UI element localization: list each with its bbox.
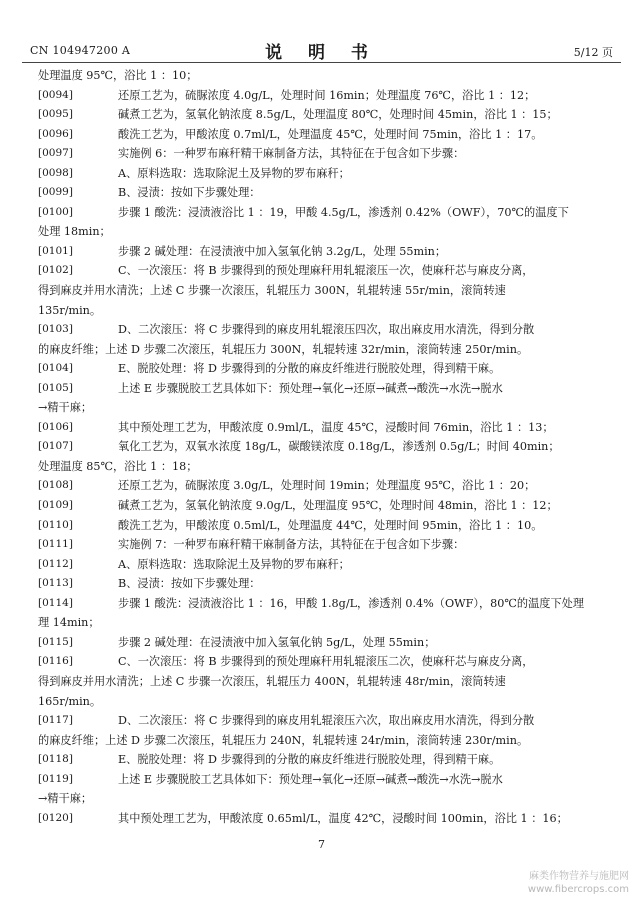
paragraph-number: [0095] xyxy=(38,108,73,121)
page-number: 7 xyxy=(318,838,325,851)
paragraph-text: 碱煮工艺为，氢氧化钠浓度 9.0g/L，处理温度 95℃，处理时间 48min，浴比 1 ：12； xyxy=(118,499,558,513)
paragraph-number: [0098] xyxy=(38,166,73,179)
paragraph-text: E、脱胶处理：将 D 步骤得到的分散的麻皮纤维进行脱胶处理，得到精干麻。 xyxy=(118,753,501,767)
paragraph-text: 还原工艺为，硫脲浓度 3.0g/L，处理时间 19min；处理温度 95℃，浴比 1 ：20； xyxy=(118,479,536,493)
paragraph-number: [0111] xyxy=(38,538,73,551)
paragraph-text: 酸洗工艺为，甲酸浓度 0.5ml/L，处理温度 44℃，处理时间 95min，浴比 1 ：10。 xyxy=(118,518,543,532)
paragraph-text: D、二次滚压：将 C 步骤得到的麻皮用轧辊滚压四次，取出麻皮用水清洗，得到分散 xyxy=(118,323,535,337)
paragraph xyxy=(38,516,615,536)
paragraph xyxy=(38,476,615,496)
paragraph-text: 步骤 1 酸洗：浸渍液浴比 1 ：16，甲酸 1.8g/L，渗透剂 0.4%（OWF），80℃的温度下处理 xyxy=(118,596,585,610)
paragraph xyxy=(38,359,615,379)
paragraph-text: 碱煮工艺为，氢氧化钠浓度 8.5g/L，处理温度 80℃，处理时间 45min，浴比 1 ：15； xyxy=(118,108,558,122)
paragraph xyxy=(38,261,615,320)
paragraph xyxy=(38,242,615,262)
paragraph-text: B、浸渍：按如下步骤处理： xyxy=(118,577,261,591)
paragraph-number: [0110] xyxy=(38,518,73,531)
paragraph-number: [0113] xyxy=(38,577,73,590)
paragraph xyxy=(38,86,615,106)
paragraph-continuation: 得到麻皮并用水清洗；上述 C 步骤一次滚压，轧辊压力 400N，轧辊转速 48r/min，滚筒转速 xyxy=(38,674,506,688)
paragraph-number: [0117] xyxy=(38,714,73,727)
paragraph-text: D、二次滚压：将 C 步骤得到的麻皮用轧辊滚压六次，取出麻皮用水清洗，得到分散 xyxy=(118,714,535,728)
paragraph xyxy=(38,535,615,555)
paragraph-text: 处理温度 95℃，浴比 1 ：10； xyxy=(38,69,198,82)
lead-line xyxy=(38,66,615,86)
paragraph xyxy=(38,574,615,594)
patent-number: CN 104947200 A xyxy=(30,44,131,57)
paragraph xyxy=(38,183,615,203)
paragraph xyxy=(38,379,615,418)
paragraph xyxy=(38,633,615,653)
paragraph-number: [0108] xyxy=(38,479,73,492)
paragraph-continuation: →精干麻； xyxy=(38,401,93,415)
page-indicator: 5/12 页 xyxy=(573,46,613,59)
paragraph-text: C、一次滚压：将 B 步骤得到的预处理麻秆用轧辊滚压二次，使麻秆芯与麻皮分离， xyxy=(118,655,534,669)
paragraph-number: [0107] xyxy=(38,440,73,453)
paragraph-text: 实施例 6：一种罗布麻秆精干麻制备方法，其特征在于包含如下步骤： xyxy=(118,147,465,161)
paragraph-text: 氧化工艺为，双氧水浓度 18g/L，碳酸镁浓度 0.18g/L，渗透剂 0.5g/L；时间 40min； xyxy=(118,440,560,454)
paragraph xyxy=(38,496,615,516)
paragraph xyxy=(38,437,615,476)
paragraph-text: C、一次滚压：将 B 步骤得到的预处理麻秆用轧辊滚压一次，使麻秆芯与麻皮分离， xyxy=(118,264,534,278)
paragraph xyxy=(38,418,615,438)
paragraph-number: [0116] xyxy=(38,655,73,668)
paragraph-text: B、浸渍：按如下步骤处理： xyxy=(118,186,261,200)
watermark-url: www.fibercrops.com xyxy=(527,884,629,895)
paragraph-number: [0109] xyxy=(38,499,73,512)
paragraph-continuation: →精干麻； xyxy=(38,792,93,806)
paragraph-text: A、原料选取：选取除泥土及异物的罗布麻秆； xyxy=(118,557,350,571)
paragraph-number: [0104] xyxy=(38,362,73,375)
paragraph xyxy=(38,105,615,125)
paragraph-number: [0103] xyxy=(38,323,73,336)
paragraph-continuation: 165r/min。 xyxy=(38,694,102,708)
paragraph-text: 上述 E 步骤脱胶工艺具体如下：预处理→氧化→还原→碱煮→酸洗→水洗→脱水 xyxy=(118,772,503,786)
paragraph-text: 步骤 2 碱处理：在浸渍液中加入氢氧化钠 5g/L，处理 55min； xyxy=(118,635,436,649)
paragraph-number: [0118] xyxy=(38,753,73,766)
paragraph xyxy=(38,125,615,145)
paragraph-number: [0112] xyxy=(38,557,73,570)
paragraph-text: 其中预处理工艺为，甲酸浓度 0.65ml/L，温度 42℃，浸酸时间 100min，浴比 1 ：16； xyxy=(118,811,568,825)
paragraph xyxy=(38,594,615,633)
paragraph xyxy=(38,555,615,575)
paragraph-text: 其中预处理工艺为，甲酸浓度 0.9ml/L，温度 45℃，浸酸时间 76min，浴比 1 ：13； xyxy=(118,420,554,434)
paragraph-number: [0119] xyxy=(38,772,73,785)
paragraph-number: [0115] xyxy=(38,635,73,648)
paragraph-continuation: 的麻皮纤维；上述 D 步骤二次滚压，轧辊压力 240N，轧辊转速 24r/min，滚筒转速 230r/min。 xyxy=(38,733,529,747)
paragraph-continuation: 处理 18min； xyxy=(38,225,111,239)
paragraph-number: [0120] xyxy=(38,811,73,824)
paragraph-text: 步骤 1 酸洗：浸渍液浴比 1 ：19，甲酸 4.5g/L，渗透剂 0.42%（OWF），70℃的温度下 xyxy=(118,205,569,219)
paragraph xyxy=(38,320,615,359)
paragraph-number: [0094] xyxy=(38,88,73,101)
paragraph-number: [0106] xyxy=(38,420,73,433)
paragraph-number: [0114] xyxy=(38,596,73,609)
paragraph-continuation: 135r/min。 xyxy=(38,303,102,317)
site-watermark xyxy=(528,870,629,896)
paragraph-text: A、原料选取：选取除泥土及异物的罗布麻秆； xyxy=(118,166,350,180)
paragraph xyxy=(38,652,615,711)
page-header xyxy=(22,38,621,63)
paragraph-text: 酸洗工艺为，甲酸浓度 0.7ml/L，处理温度 45℃，处理时间 75min，浴比 1 ：17。 xyxy=(118,127,543,141)
paragraph-number: [0096] xyxy=(38,127,73,140)
paragraph-text: E、脱胶处理：将 D 步骤得到的分散的麻皮纤维进行脱胶处理，得到精干麻。 xyxy=(118,362,501,376)
paragraph-text: 实施例 7：一种罗布麻秆精干麻制备方法，其特征在于包含如下步骤： xyxy=(118,538,465,552)
paragraph xyxy=(38,203,615,242)
paragraph xyxy=(38,144,615,164)
paragraph-number: [0097] xyxy=(38,147,73,160)
paragraph-continuation: 得到麻皮并用水清洗；上述 C 步骤一次滚压，轧辊压力 300N，轧辊转速 55r/min，滚筒转速 xyxy=(38,284,506,298)
paragraph xyxy=(38,750,615,770)
paragraph-number: [0105] xyxy=(38,381,73,394)
paragraph-text: 上述 E 步骤脱胶工艺具体如下：预处理→氧化→还原→碱煮→酸洗→水洗→脱水 xyxy=(118,381,503,395)
paragraph xyxy=(38,809,615,829)
paragraph-continuation: 的麻皮纤维；上述 D 步骤二次滚压，轧辊压力 300N，轧辊转速 32r/min，滚筒转速 250r/min。 xyxy=(38,342,529,356)
paragraph-continuation: 处理温度 85℃，浴比 1 ：18； xyxy=(38,459,198,473)
paragraph xyxy=(38,711,615,750)
paragraph-number: [0100] xyxy=(38,205,73,218)
paragraph-text: 步骤 2 碱处理：在浸渍液中加入氢氧化钠 3.2g/L，处理 55min； xyxy=(118,244,447,258)
paragraph-continuation: 理 14min； xyxy=(38,616,100,630)
paragraph-number: [0102] xyxy=(38,264,73,277)
watermark-line: 麻类作物营养与施肥网 xyxy=(529,871,629,882)
paragraph-number: [0101] xyxy=(38,244,73,257)
document-body xyxy=(38,66,615,828)
paragraph xyxy=(38,164,615,184)
paragraph xyxy=(38,770,615,809)
paragraph-text: 还原工艺为，硫脲浓度 4.0g/L，处理时间 16min；处理温度 76℃，浴比 1 ：12； xyxy=(118,88,536,102)
document-title: 说 明 书 xyxy=(265,43,378,63)
paragraph-number: [0099] xyxy=(38,186,73,199)
